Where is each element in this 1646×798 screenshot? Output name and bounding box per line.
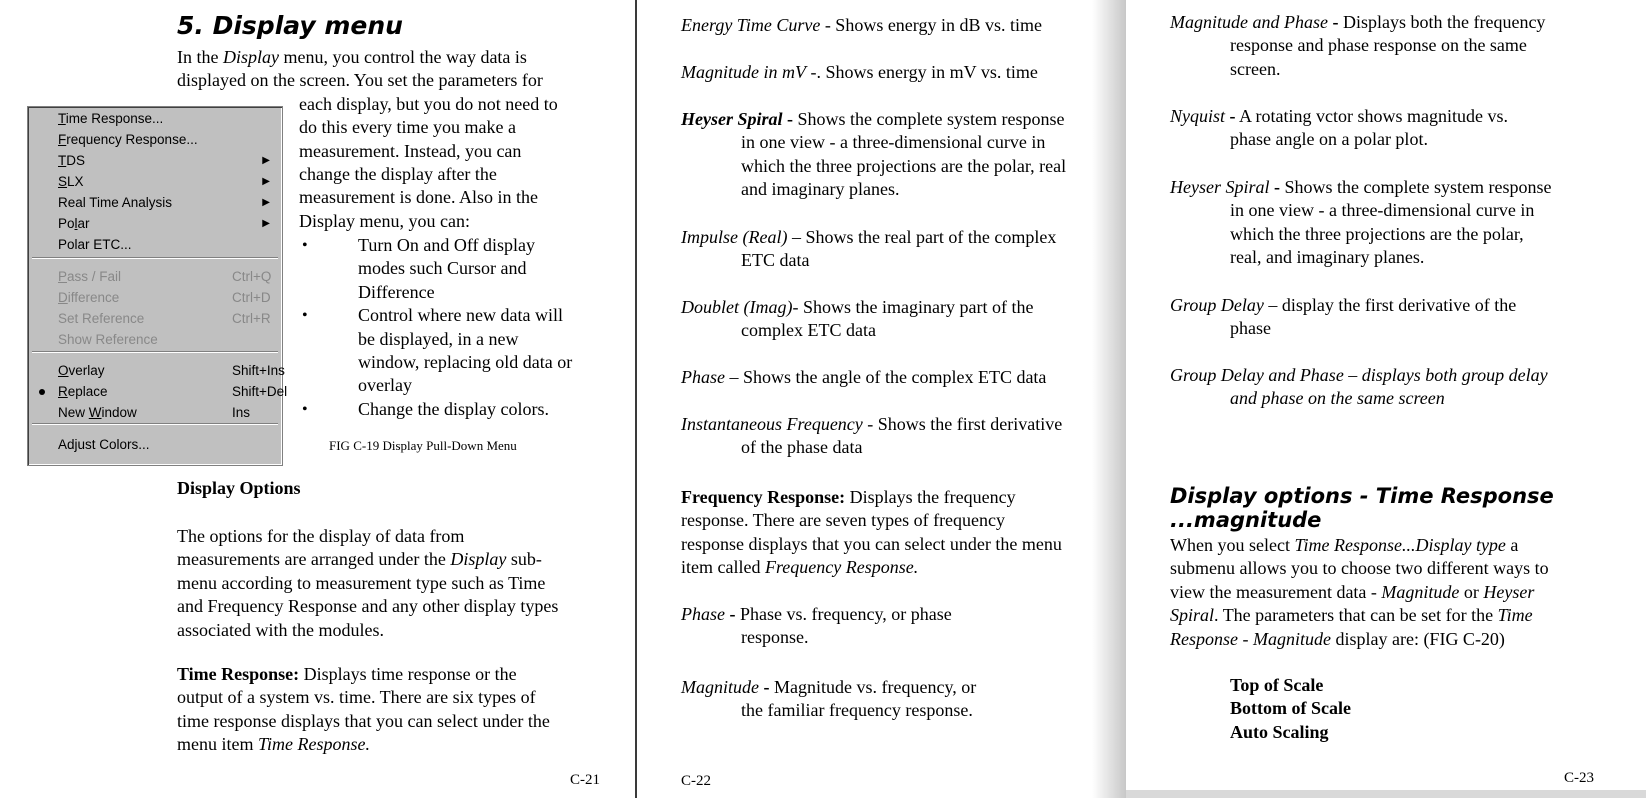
bullet-line: Change the display colors. — [358, 398, 549, 419]
entry-line: Doublet (Imag)- Shows the imaginary part of the — [681, 297, 1034, 317]
freq-response-line: response. There are seven types of frequency — [681, 510, 1006, 531]
entry-line: which the three projections are the polar, — [1230, 223, 1524, 244]
parameter-name: Top of Scale — [1230, 675, 1324, 695]
display-pulldown-menu — [27, 106, 288, 466]
entry-line: Instantaneous Frequency - Shows the first derivative — [681, 414, 1063, 434]
entry-line: Phase – Shows the angle of the complex ETC data — [681, 367, 1047, 387]
figure-caption: FIG C-19 Display Pull-Down Menu — [329, 438, 517, 453]
bullet-line: Difference — [358, 281, 435, 302]
intro-line: displayed on the screen. You set the parameters for — [177, 70, 543, 91]
menu-item-label: SLX — [58, 174, 84, 189]
bullet-icon: • — [302, 237, 308, 254]
menu-item-label: New Window — [58, 405, 137, 420]
menu-item-show-reference[interactable] — [58, 330, 276, 350]
options-line: and Frequency Response and any other display types — [177, 596, 559, 617]
menu-item-pass-fail[interactable] — [58, 267, 276, 287]
intro-line: each display, but you do not need to — [299, 93, 558, 114]
menu-item-adjust-colors[interactable] — [58, 435, 276, 455]
entry-line: real, and imaginary planes. — [1230, 247, 1425, 268]
entry-line: phase angle on a polar plot. — [1230, 129, 1428, 150]
entry-line: and imaginary planes. — [741, 179, 900, 200]
entry-line: phase — [1230, 318, 1271, 339]
entry-line: Impulse (Real) – Shows the real part of the complex — [681, 227, 1057, 247]
entry-line: Magnitude - Magnitude vs. frequency, or — [681, 677, 977, 697]
menu-item-difference[interactable] — [58, 288, 276, 308]
entry-line: Nyquist - A rotating vctor shows magnitude vs. — [1170, 106, 1508, 126]
menu-separator — [32, 257, 278, 259]
entry-line: screen. — [1230, 58, 1281, 79]
heading-line: ...magnitude — [1170, 508, 1322, 532]
entry-line: Magnitude and Phase - Displays both the frequency — [1170, 12, 1546, 32]
intro-line: measurement is done. Also in the — [299, 187, 538, 208]
section-heading: 5. Display menu — [177, 11, 403, 40]
entry-line: response. — [741, 627, 809, 648]
display-options-heading: Display Options — [177, 478, 301, 498]
entry-line: in one view - a three-dimensional curve in — [741, 132, 1046, 153]
entry-line: Phase - Phase vs. frequency, or phase — [681, 604, 952, 624]
entry-line: Heyser Spiral - Shows the complete system response — [1170, 177, 1552, 197]
intro-line: In the Display menu, you control the way data is — [177, 47, 527, 67]
menu-item-label: TDS — [58, 153, 86, 168]
menu-separator — [32, 351, 278, 353]
intro-line: measurement. Instead, you can — [299, 140, 522, 161]
time-response-line: output of a system vs. time. There are six types of — [177, 687, 536, 708]
entry-line: ETC data — [741, 250, 810, 271]
body-line: submenu allows you to choose two different ways to — [1170, 558, 1549, 579]
body-line: When you select Time Response...Display type a — [1170, 535, 1519, 555]
entry-line: response and phase response on the same — [1230, 35, 1527, 56]
submenu-arrow-icon: ▶ — [262, 218, 270, 229]
menu-item-label: Show Reference — [58, 332, 158, 347]
menu-item-label: Set Reference — [58, 311, 145, 326]
menu-item-label: Pass / Fail — [58, 269, 122, 284]
entry-line: which the three projections are the polar, real — [741, 155, 1067, 176]
menu-item-label: Polar ETC... — [58, 237, 132, 252]
options-line: menu according to measurement type such as Time — [177, 572, 546, 593]
menu-item-replace[interactable] — [58, 382, 288, 402]
entry-line: Magnitude in mV -. Shows energy in mV vs. time — [681, 62, 1038, 82]
page-number: C-21 — [570, 772, 600, 788]
bullet-line: overlay — [358, 375, 412, 396]
entry-line: and phase on the same screen — [1230, 388, 1445, 409]
page-number: C-23 — [1564, 770, 1594, 786]
menu-item-label: Frequency Response... — [58, 132, 198, 147]
entry-line: complex ETC data — [741, 320, 876, 341]
menu-item-real-time-analysis[interactable] — [58, 193, 276, 213]
parameter-name: Auto Scaling — [1230, 721, 1329, 742]
entry-line: in one view - a three-dimensional curve in — [1230, 200, 1535, 221]
menu-item-label: Real Time Analysis — [58, 195, 173, 210]
menu-item-overlay[interactable] — [58, 361, 285, 381]
bullet-line: modes such Cursor and — [358, 258, 527, 279]
body-line: view the measurement data - Magnitude or Heyser — [1170, 581, 1535, 602]
intro-line: Display menu, you can: — [299, 210, 470, 231]
menu-item-new-window[interactable] — [58, 403, 276, 423]
time-response-line: time response displays that you can select under the — [177, 710, 550, 731]
time-response-line: Time Response: Displays time response or the — [177, 664, 517, 684]
menu-item-label: Overlay — [58, 363, 105, 378]
options-line: associated with the modules. — [177, 619, 384, 640]
bullet-icon: • — [302, 400, 308, 418]
page-fold-shadow — [1092, 0, 1126, 798]
bullet-line: window, replacing old data or — [358, 352, 573, 372]
menu-item-label: Adjust Colors... — [58, 437, 150, 452]
entry-line: the familiar frequency response. — [741, 700, 973, 721]
menu-item-label: Time Response... — [58, 111, 164, 126]
menu-item-set-reference[interactable] — [58, 309, 276, 329]
options-line: measurements are arranged under the Display sub- — [177, 549, 542, 570]
bullet-line: be displayed, in a new — [358, 328, 519, 349]
menu-item-slx[interactable] — [58, 172, 276, 192]
time-response-line: menu item Time Response. — [177, 734, 370, 755]
intro-line: change the display after the — [299, 164, 497, 184]
freq-response-line: response displays that you can select under the menu — [681, 533, 1062, 554]
bullet-line: Turn On and Off display — [358, 235, 536, 255]
menu-item-polar-etc[interactable] — [58, 235, 276, 255]
shortcut-label: Ctrl+D — [232, 290, 271, 305]
entry-line: Group Delay and Phase – displays both group delay — [1170, 365, 1548, 385]
menu-item-tds[interactable] — [58, 151, 276, 171]
time-response-heading — [1170, 484, 1554, 532]
body-line: Spiral. The parameters that can be set for the Time — [1170, 605, 1533, 626]
freq-response-line: Frequency Response: Displays the frequency — [681, 487, 1016, 507]
menu-item-label: Difference — [58, 290, 120, 305]
menu-item-label: Replace — [58, 384, 108, 399]
parameter-name: Bottom of Scale — [1230, 698, 1351, 719]
submenu-arrow-icon: ▶ — [262, 155, 270, 166]
shortcut-label: Shift+Del — [232, 384, 288, 399]
body-line: Response - Magnitude display are: (FIG C-20) — [1170, 628, 1505, 649]
shortcut-label: Ctrl+R — [232, 311, 271, 326]
bullet-line: Control where new data will — [358, 305, 563, 326]
page-c23 — [1126, 0, 1646, 790]
radio-check-icon — [39, 389, 45, 395]
intro-line: do this every time you make a — [299, 117, 516, 138]
page-c21 — [0, 0, 635, 798]
menu-item-time-response[interactable] — [58, 109, 276, 129]
shortcut-label: Shift+Ins — [232, 363, 285, 378]
menu-item-frequency-response[interactable] — [58, 130, 276, 150]
submenu-arrow-icon: ▶ — [262, 176, 270, 187]
shortcut-label: Ins — [232, 405, 251, 420]
entry-line: Heyser Spiral - Shows the complete system response — [681, 109, 1065, 129]
options-line: The options for the display of data from — [177, 526, 465, 546]
menu-item-label: Polar — [58, 216, 90, 231]
menu-item-polar[interactable] — [58, 214, 276, 234]
entry-line: Energy Time Curve - Shows energy in dB vs. time — [681, 15, 1042, 35]
entry-line: of the phase data — [741, 437, 863, 458]
freq-response-line: item called Frequency Response. — [681, 557, 919, 578]
page-c22 — [637, 0, 1115, 798]
menu-separator — [32, 423, 278, 425]
submenu-arrow-icon: ▶ — [262, 197, 270, 208]
page-bottom-edge — [1126, 790, 1646, 798]
entry-line: Group Delay – display the first derivative of the — [1170, 295, 1517, 315]
heading-line: Display options - Time Response — [1170, 484, 1554, 508]
page-number: C-22 — [681, 773, 711, 789]
shortcut-label: Ctrl+Q — [232, 269, 272, 284]
bullet-icon: • — [302, 307, 308, 325]
